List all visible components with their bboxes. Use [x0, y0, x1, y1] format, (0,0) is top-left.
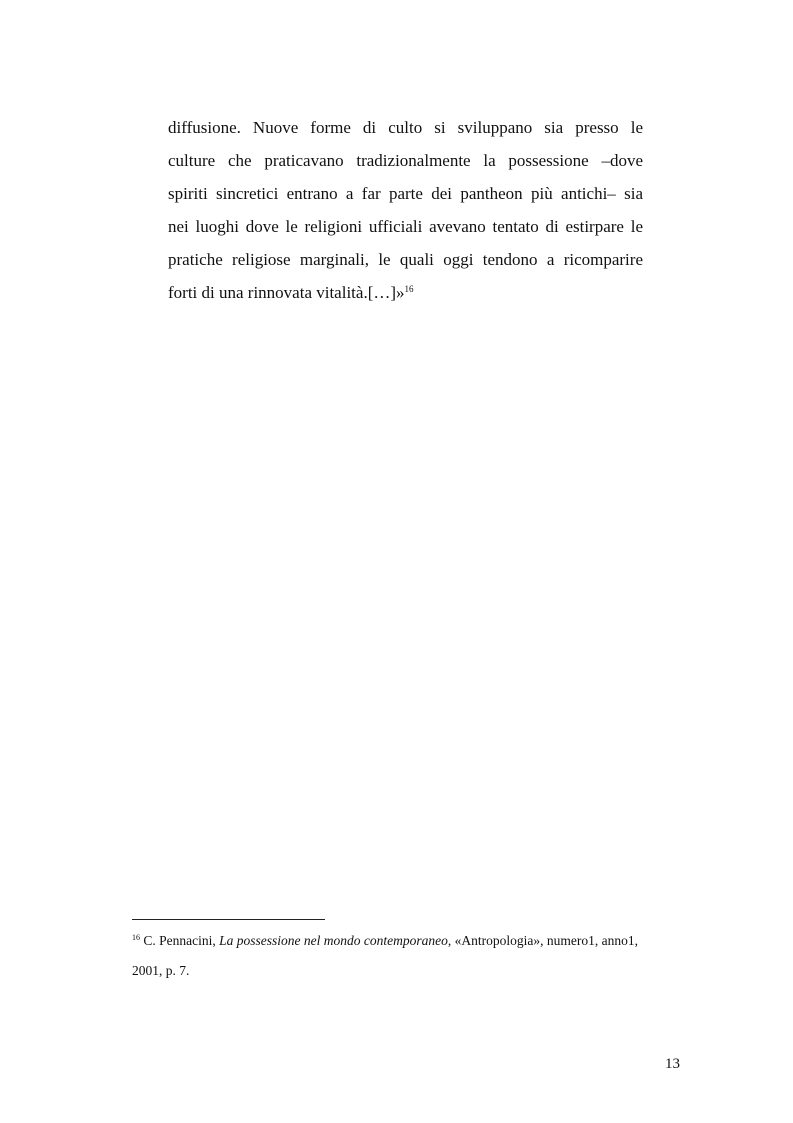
footnote-title: La possessione nel mondo contemporaneo	[219, 933, 448, 948]
footnote	[132, 926, 662, 986]
quote-block	[168, 111, 643, 309]
quote-line: nei luoghi dove le religioni ufficiali avevano tentato di estirpare le	[168, 217, 643, 236]
footnote-line-2: 2001, p. 7.	[132, 963, 190, 978]
quote-line: pratiche religiose marginali, le quali oggi tendono a ricomparire	[168, 250, 643, 269]
quote-line: spiriti sincretici entrano a far parte dei pantheon più antichi– sia	[168, 184, 643, 203]
footnote-line-1	[132, 926, 662, 956]
footnote-reference[interactable]: 16	[404, 284, 414, 294]
footnote-source: , «Antropologia», numero1, anno1,	[447, 933, 638, 948]
footnote-number: 16	[132, 933, 140, 942]
footnote-author: C. Pennacini,	[140, 933, 220, 948]
quote-last-line	[168, 276, 643, 309]
quote-last-line-text: forti di una rinnovata vitalità.[…]»	[168, 283, 405, 302]
page-number: 13	[665, 1056, 680, 1072]
quote-line: diffusione. Nuove forme di culto si sviluppano sia presso le	[168, 118, 643, 137]
footnote-separator	[132, 919, 325, 920]
quote-line: culture che praticavano tradizionalmente la possessione –dove	[168, 151, 643, 170]
